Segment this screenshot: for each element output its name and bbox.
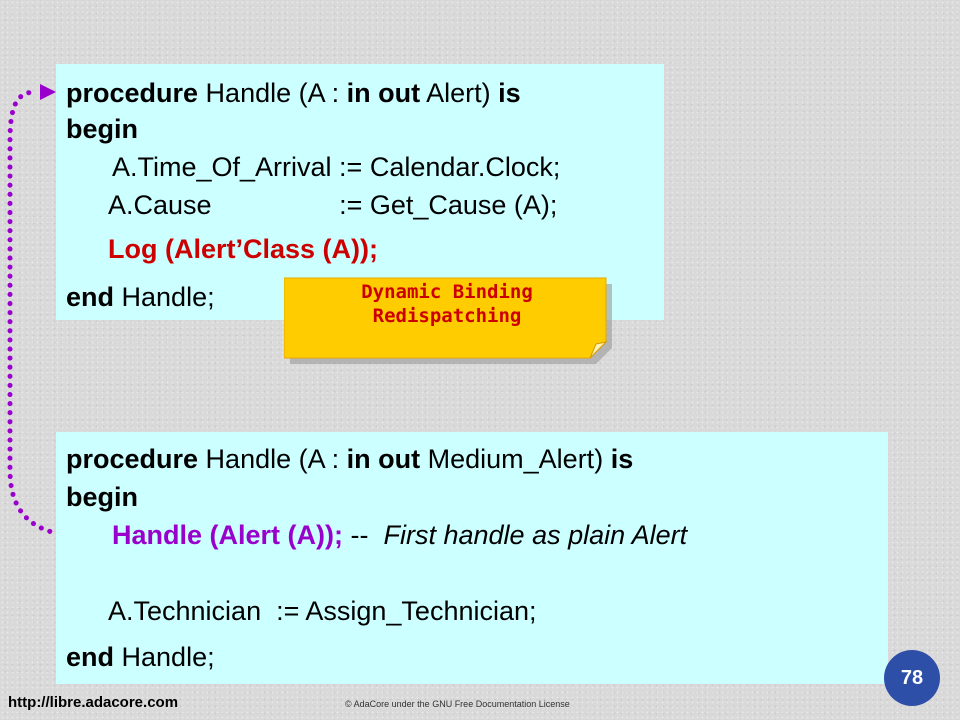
note-line-1: Dynamic Binding (361, 281, 533, 303)
code-line-3: Handle (Alert (A)); -- First handle as plain Alert (112, 520, 688, 550)
code-line-4: A.Technician := Assign_Technician; (108, 596, 537, 626)
note-line-2: Redispatching (372, 305, 522, 327)
code-line-5: end Handle; (66, 642, 215, 672)
arrow-head-icon (40, 84, 56, 100)
sticky-note (284, 276, 612, 364)
code-line-4: A.Cause := Get_Cause (A); (108, 190, 558, 220)
code-block-medium-alert-handler (56, 432, 888, 684)
code-line-2: begin (66, 114, 138, 144)
code-line-3: A.Time_Of_Arrival := Calendar.Clock; (112, 152, 561, 182)
footer-license: © AdaCore under the GNU Free Documentation License (345, 699, 570, 709)
code-line-2: begin (66, 482, 138, 512)
page-number-badge: 78 (884, 650, 940, 706)
code-line-5-redispatch: Log (Alert’Class (A)); (108, 234, 378, 264)
footer-url[interactable]: http://libre.adacore.com (8, 694, 179, 711)
code-line-6: end Handle; (66, 282, 215, 312)
code-line-1: procedure Handle (A : in out Medium_Alert) is (66, 444, 634, 474)
code-line-1: procedure Handle (A : in out Alert) is (66, 78, 521, 108)
